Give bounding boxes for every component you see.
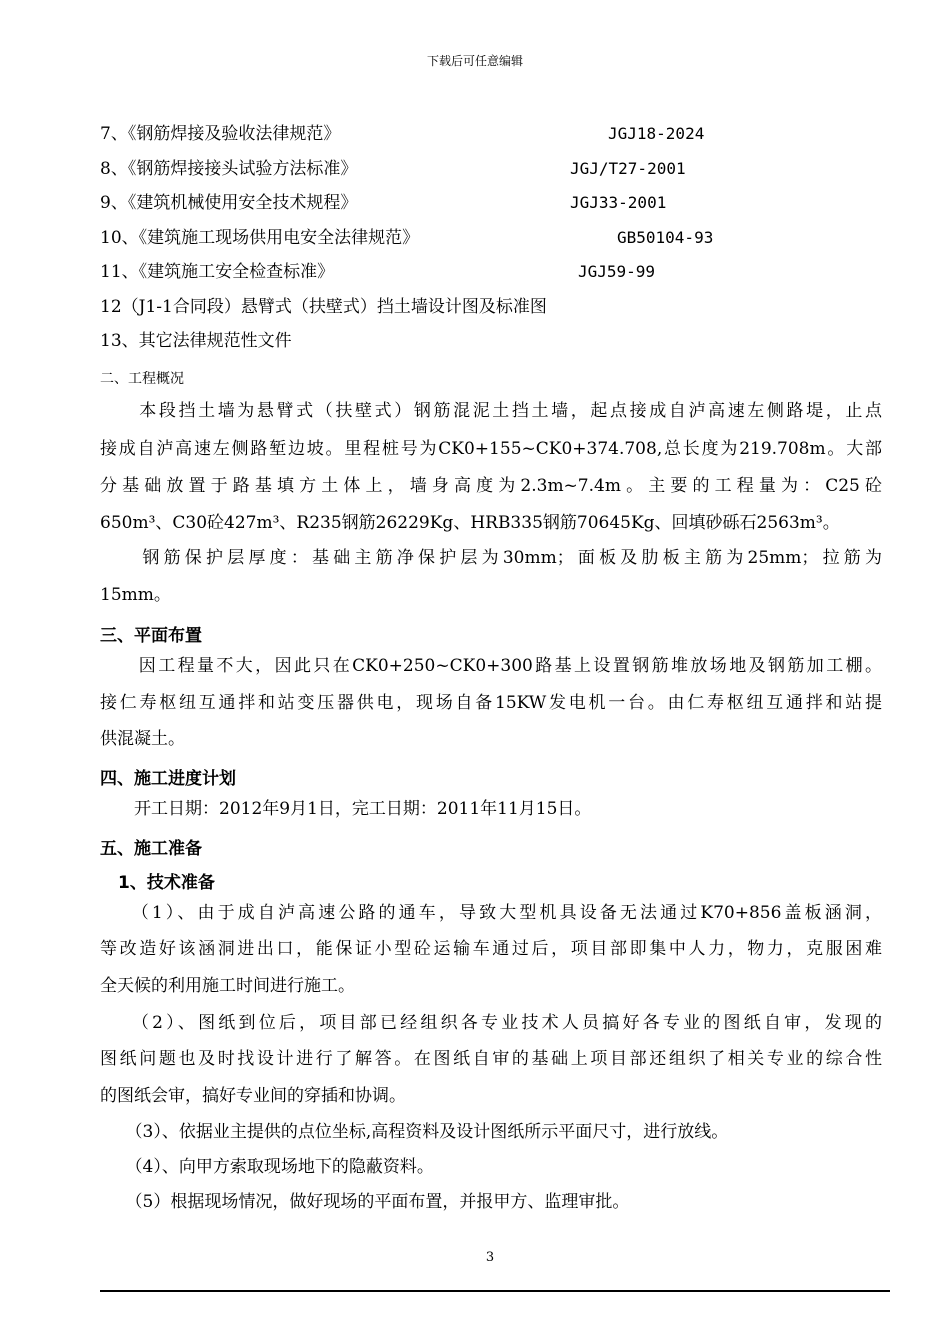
overview-line: 分基础放置于路基填方土体上，墙身高度为2.3m~7.4m。主要的工程量为：C25砼 xyxy=(100,476,882,496)
reference-item-8: 8、《钢筋焊接接头试验方法标准》 xyxy=(100,159,358,179)
reference-item-9: 9、《建筑机械使用安全技术规程》 xyxy=(100,193,358,213)
overview-line: 接成自泸高速左侧路堑边坡。里程桩号为CK0+155~CK0+374.708,总长度为219.708m。大部 xyxy=(100,439,882,459)
section-heading-overview: 二、工程概况 xyxy=(100,371,184,387)
subheading-technical-preparation: 1、技术准备 xyxy=(118,873,215,893)
layout-line: 接仁寿枢纽互通拌和站变压器供电，现场自备15KW发电机一台。由仁寿枢纽互通拌和站提 xyxy=(100,693,882,713)
schedule-line: 开工日期：2012年9月1日，完工日期：2011年11月15日。 xyxy=(100,799,592,819)
footer-divider xyxy=(100,1290,890,1292)
reference-item-11: 11、《建筑施工安全检查标准》 xyxy=(100,262,335,282)
section-heading-schedule: 四、施工进度计划 xyxy=(100,769,236,789)
reference-code-11: JGJ59-99 xyxy=(578,262,656,281)
reference-code-9: JGJ33-2001 xyxy=(570,193,667,212)
cover-thickness-line: 15mm。 xyxy=(100,585,171,605)
section-heading-layout: 三、平面布置 xyxy=(100,626,202,646)
prep-item-1-line: 等改造好该涵洞进出口，能保证小型砼运输车通过后，项目部即集中人力，物力，克服困难 xyxy=(100,939,882,959)
prep-item-5: （5）根据现场情况，做好现场的平面布置，并报甲方、监理审批。 xyxy=(100,1192,630,1212)
prep-item-1-line: （1）、由于成自泸高速公路的通车，导致大型机具设备无法通过K70+856盖板涵洞， xyxy=(100,903,882,923)
page-header: 下载后可任意编辑 xyxy=(426,54,523,68)
prep-item-2-line: （2）、图纸到位后，项目部已经组织各专业技术人员搞好各专业的图纸自审，发现的 xyxy=(100,1013,882,1033)
prep-item-2-line: 图纸问题也及时找设计进行了解答。在图纸自审的基础上项目部还组织了相关专业的综合性 xyxy=(100,1049,882,1069)
layout-line: 供混凝土。 xyxy=(100,729,185,749)
prep-item-4: （4）、向甲方索取现场地下的隐蔽资料。 xyxy=(100,1157,434,1177)
reference-code-8: JGJ/T27-2001 xyxy=(570,159,686,178)
reference-item-13: 13、其它法律规范性文件 xyxy=(100,331,292,351)
reference-item-12: 12（J1-1合同段）悬臂式（扶壁式）挡土墙设计图及标准图 xyxy=(100,297,547,317)
cover-thickness-line: 钢筋保护层厚度：基础主筋净保护层为30mm；面板及肋板主筋为25mm；拉筋为 xyxy=(100,548,882,568)
prep-item-2-line: 的图纸会审，搞好专业间的穿插和协调。 xyxy=(100,1086,406,1106)
prep-item-1-line: 全天候的利用施工时间进行施工。 xyxy=(100,976,355,996)
section-heading-preparation: 五、施工准备 xyxy=(100,839,202,859)
reference-item-7: 7、《钢筋焊接及验收法律规范》 xyxy=(100,124,341,144)
page-number: 3 xyxy=(485,1250,495,1265)
layout-line: 因工程量不大，因此只在CK0+250~CK0+300路基上设置钢筋堆放场地及钢筋加工棚。 xyxy=(100,656,882,676)
reference-code-10: GB50104-93 xyxy=(617,228,714,247)
overview-line: 本段挡土墙为悬臂式（扶壁式）钢筋混泥土挡土墙，起点接成自泸高速左侧路堤，止点 xyxy=(100,401,882,421)
prep-item-3: （3）、依据业主提供的点位坐标,高程资料及设计图纸所示平面尺寸，进行放线。 xyxy=(100,1122,729,1142)
reference-item-10: 10、《建筑施工现场供用电安全法律规范》 xyxy=(100,228,420,248)
overview-line: 650m³、C30砼427m³、R235钢筋26229Kg、HRB335钢筋70645Kg、回填砂砾石2563m³。 xyxy=(100,513,840,533)
reference-code-7: JGJ18-2024 xyxy=(608,124,705,143)
